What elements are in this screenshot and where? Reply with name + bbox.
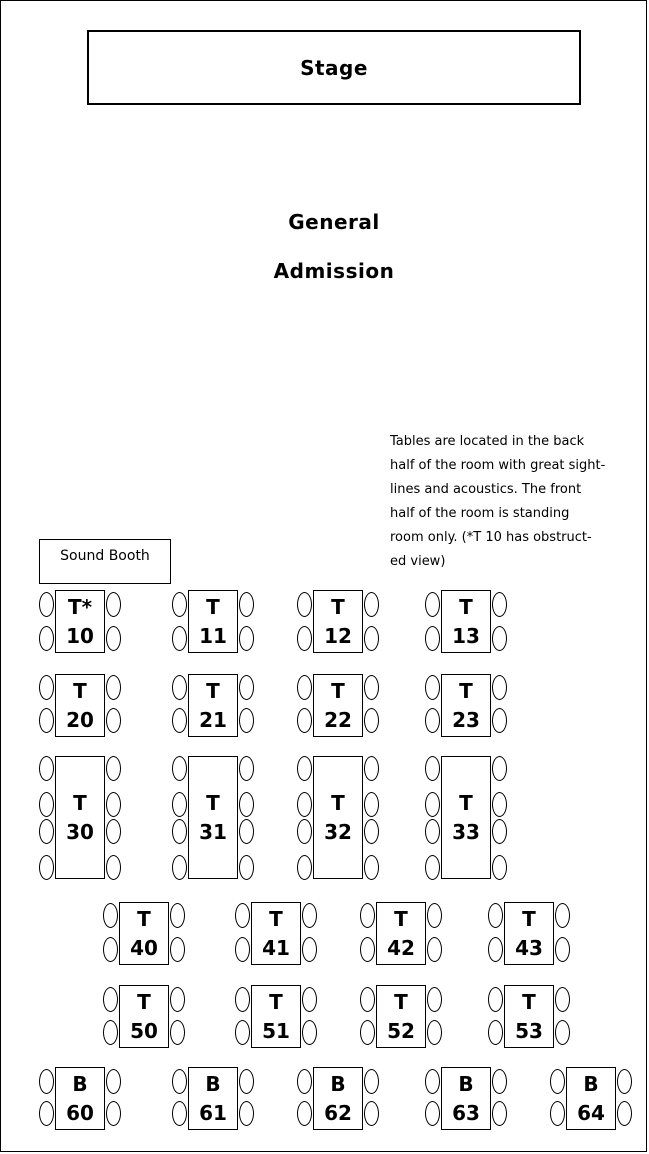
chair[interactable] (360, 903, 375, 928)
table-type-label: T (206, 678, 220, 703)
chair[interactable] (103, 1020, 118, 1045)
chair[interactable] (492, 855, 507, 880)
table-type-label: B (205, 1071, 221, 1096)
chair[interactable] (235, 1020, 250, 1045)
chair[interactable] (235, 903, 250, 928)
chair[interactable] (425, 1069, 440, 1094)
table-number-label: 20 (66, 707, 94, 732)
table-type-label: T (459, 594, 473, 619)
chair[interactable] (364, 756, 379, 781)
table-33[interactable] (441, 756, 491, 879)
table-63[interactable] (441, 1067, 491, 1130)
chair[interactable] (425, 792, 440, 817)
chair[interactable] (170, 937, 185, 962)
table-number-label: 50 (130, 1018, 158, 1043)
chair[interactable] (106, 819, 121, 844)
chair[interactable] (106, 1069, 121, 1094)
chair[interactable] (172, 792, 187, 817)
chair[interactable] (425, 708, 440, 733)
chair[interactable] (492, 792, 507, 817)
table-type-label: T (269, 989, 283, 1014)
chair[interactable] (555, 937, 570, 962)
table-31[interactable] (188, 756, 238, 879)
chair[interactable] (239, 819, 254, 844)
chair[interactable] (425, 675, 440, 700)
table-type-label: B (583, 1071, 599, 1096)
table-number-label: 40 (130, 935, 158, 960)
table-type-label: T (137, 989, 151, 1014)
chair[interactable] (555, 1020, 570, 1045)
table-type-label: T (269, 906, 283, 931)
table-number-label: 51 (262, 1018, 290, 1043)
general-admission-line-2: Admission (273, 259, 395, 283)
chair[interactable] (106, 708, 121, 733)
chair[interactable] (425, 592, 440, 617)
chair[interactable] (492, 1069, 507, 1094)
chair[interactable] (297, 592, 312, 617)
table-type-label: T (459, 790, 473, 815)
chair[interactable] (360, 937, 375, 962)
chair[interactable] (492, 1101, 507, 1126)
chair[interactable] (364, 1101, 379, 1126)
chair[interactable] (39, 1101, 54, 1126)
chair[interactable] (106, 626, 121, 651)
note-line: Tables are located in the back (390, 434, 585, 449)
chair[interactable] (492, 819, 507, 844)
table-number-label: 62 (324, 1100, 352, 1125)
chair[interactable] (172, 855, 187, 880)
chair[interactable] (492, 626, 507, 651)
chair[interactable] (492, 675, 507, 700)
table-22[interactable] (313, 674, 363, 737)
table-43[interactable] (504, 902, 554, 965)
chair[interactable] (106, 1101, 121, 1126)
chair[interactable] (39, 675, 54, 700)
table-23[interactable] (441, 674, 491, 737)
chair[interactable] (302, 987, 317, 1012)
chair[interactable] (550, 1101, 565, 1126)
table-type-label: T (331, 678, 345, 703)
chair[interactable] (239, 1101, 254, 1126)
table-50[interactable] (119, 985, 169, 1048)
chair[interactable] (364, 626, 379, 651)
table-type-label: T (206, 790, 220, 815)
chair[interactable] (364, 708, 379, 733)
note-line: half of the room with great sight- (390, 458, 606, 473)
table-10[interactable] (55, 590, 105, 653)
chair[interactable] (239, 675, 254, 700)
chair[interactable] (364, 855, 379, 880)
chair[interactable] (239, 708, 254, 733)
table-30[interactable] (55, 756, 105, 879)
table-number-label: 64 (577, 1100, 605, 1125)
chair[interactable] (427, 1020, 442, 1045)
note-line: half of the room is standing (390, 506, 570, 521)
chair[interactable] (488, 937, 503, 962)
seating-note (390, 430, 630, 574)
chair[interactable] (364, 1069, 379, 1094)
table-type-label: T (206, 594, 220, 619)
table-type-label: T (331, 790, 345, 815)
chair[interactable] (550, 1069, 565, 1094)
table-20[interactable] (55, 674, 105, 737)
table-53[interactable] (504, 985, 554, 1048)
chair[interactable] (555, 903, 570, 928)
chair[interactable] (39, 1069, 54, 1094)
table-number-label: 13 (452, 623, 480, 648)
table-type-label: T (394, 989, 408, 1014)
table-type-label: B (330, 1071, 346, 1096)
table-type-label: T (394, 906, 408, 931)
chair[interactable] (39, 819, 54, 844)
chair[interactable] (172, 626, 187, 651)
chair[interactable] (297, 675, 312, 700)
chair[interactable] (235, 987, 250, 1012)
chair[interactable] (425, 819, 440, 844)
general-admission-line-1: General (288, 210, 380, 234)
table-type-label: B (72, 1071, 88, 1096)
chair[interactable] (170, 903, 185, 928)
table-number-label: 31 (199, 819, 227, 844)
chair[interactable] (297, 1101, 312, 1126)
table-type-label: T (522, 989, 536, 1014)
chair[interactable] (425, 756, 440, 781)
table-number-label: 11 (199, 623, 227, 648)
table-60[interactable] (55, 1067, 105, 1130)
table-type-label: T (137, 906, 151, 931)
table-number-label: 10 (66, 623, 94, 648)
chair[interactable] (239, 792, 254, 817)
chair[interactable] (488, 1020, 503, 1045)
chair[interactable] (106, 675, 121, 700)
table-type-label: B (458, 1071, 474, 1096)
sound-booth (39, 539, 171, 584)
table-number-label: 32 (324, 819, 352, 844)
chair[interactable] (103, 903, 118, 928)
chair[interactable] (239, 855, 254, 880)
chair[interactable] (425, 855, 440, 880)
chair[interactable] (297, 626, 312, 651)
chair[interactable] (427, 903, 442, 928)
chair[interactable] (172, 708, 187, 733)
table-62[interactable] (313, 1067, 363, 1130)
chair[interactable] (103, 987, 118, 1012)
table-61[interactable] (188, 1067, 238, 1130)
chair[interactable] (106, 756, 121, 781)
note-line: room only. (*T 10 has obstruct- (390, 530, 592, 545)
chair[interactable] (172, 675, 187, 700)
chair[interactable] (297, 708, 312, 733)
table-number-label: 22 (324, 707, 352, 732)
chair[interactable] (172, 819, 187, 844)
table-51[interactable] (251, 985, 301, 1048)
chair[interactable] (360, 1020, 375, 1045)
chair[interactable] (106, 792, 121, 817)
chair[interactable] (297, 855, 312, 880)
table-52[interactable] (376, 985, 426, 1048)
chair[interactable] (425, 1101, 440, 1126)
table-40[interactable] (119, 902, 169, 965)
chair[interactable] (235, 937, 250, 962)
stage (87, 30, 581, 105)
chair[interactable] (172, 756, 187, 781)
table-number-label: 63 (452, 1100, 480, 1125)
chair[interactable] (39, 708, 54, 733)
table-type-label: T (459, 678, 473, 703)
chair[interactable] (427, 987, 442, 1012)
table-type-label: T (522, 906, 536, 931)
chair[interactable] (364, 592, 379, 617)
table-number-label: 60 (66, 1100, 94, 1125)
chair[interactable] (360, 987, 375, 1012)
chair[interactable] (297, 792, 312, 817)
chair[interactable] (488, 903, 503, 928)
chair[interactable] (297, 1069, 312, 1094)
chair[interactable] (492, 592, 507, 617)
sound-booth-label: Sound Booth (60, 548, 150, 564)
table-number-label: 33 (452, 819, 480, 844)
table-11[interactable] (188, 590, 238, 653)
table-21[interactable] (188, 674, 238, 737)
table-number-label: 61 (199, 1100, 227, 1125)
table-12[interactable] (313, 590, 363, 653)
table-number-label: 43 (515, 935, 543, 960)
chair[interactable] (239, 1069, 254, 1094)
chair[interactable] (172, 592, 187, 617)
chair[interactable] (427, 937, 442, 962)
chair[interactable] (103, 937, 118, 962)
table-type-label: T (331, 594, 345, 619)
table-number-label: 12 (324, 623, 352, 648)
chair[interactable] (492, 756, 507, 781)
table-type-label: T (73, 790, 87, 815)
chair[interactable] (302, 937, 317, 962)
chair[interactable] (39, 792, 54, 817)
chair[interactable] (172, 1069, 187, 1094)
chair[interactable] (364, 675, 379, 700)
table-number-label: 52 (387, 1018, 415, 1043)
chair[interactable] (364, 819, 379, 844)
table-13[interactable] (441, 590, 491, 653)
chair[interactable] (106, 855, 121, 880)
table-64[interactable] (566, 1067, 616, 1130)
chair[interactable] (170, 1020, 185, 1045)
chair[interactable] (302, 903, 317, 928)
chair[interactable] (425, 626, 440, 651)
table-number-label: 21 (199, 707, 227, 732)
table-41[interactable] (251, 902, 301, 965)
chair[interactable] (39, 626, 54, 651)
table-number-label: 30 (66, 819, 94, 844)
chair[interactable] (617, 1069, 632, 1094)
table-type-label: T (73, 678, 87, 703)
table-type-label: T* (67, 594, 93, 619)
chair[interactable] (39, 756, 54, 781)
chair[interactable] (617, 1101, 632, 1126)
chair[interactable] (492, 708, 507, 733)
table-number-label: 23 (452, 707, 480, 732)
chair[interactable] (302, 1020, 317, 1045)
chair[interactable] (364, 792, 379, 817)
chair[interactable] (488, 987, 503, 1012)
chair[interactable] (239, 626, 254, 651)
chair[interactable] (297, 756, 312, 781)
chair[interactable] (39, 855, 54, 880)
note-line: lines and acoustics. The front (390, 482, 582, 497)
table-42[interactable] (376, 902, 426, 965)
table-32[interactable] (313, 756, 363, 879)
table-number-label: 53 (515, 1018, 543, 1043)
table-number-label: 41 (262, 935, 290, 960)
note-line: ed view) (390, 554, 446, 569)
stage-label: Stage (300, 55, 368, 80)
chair[interactable] (106, 592, 121, 617)
chair[interactable] (172, 1101, 187, 1126)
chair[interactable] (239, 592, 254, 617)
chair[interactable] (297, 819, 312, 844)
chair[interactable] (239, 756, 254, 781)
chair[interactable] (170, 987, 185, 1012)
table-number-label: 42 (387, 935, 415, 960)
chair[interactable] (39, 592, 54, 617)
chair[interactable] (555, 987, 570, 1012)
